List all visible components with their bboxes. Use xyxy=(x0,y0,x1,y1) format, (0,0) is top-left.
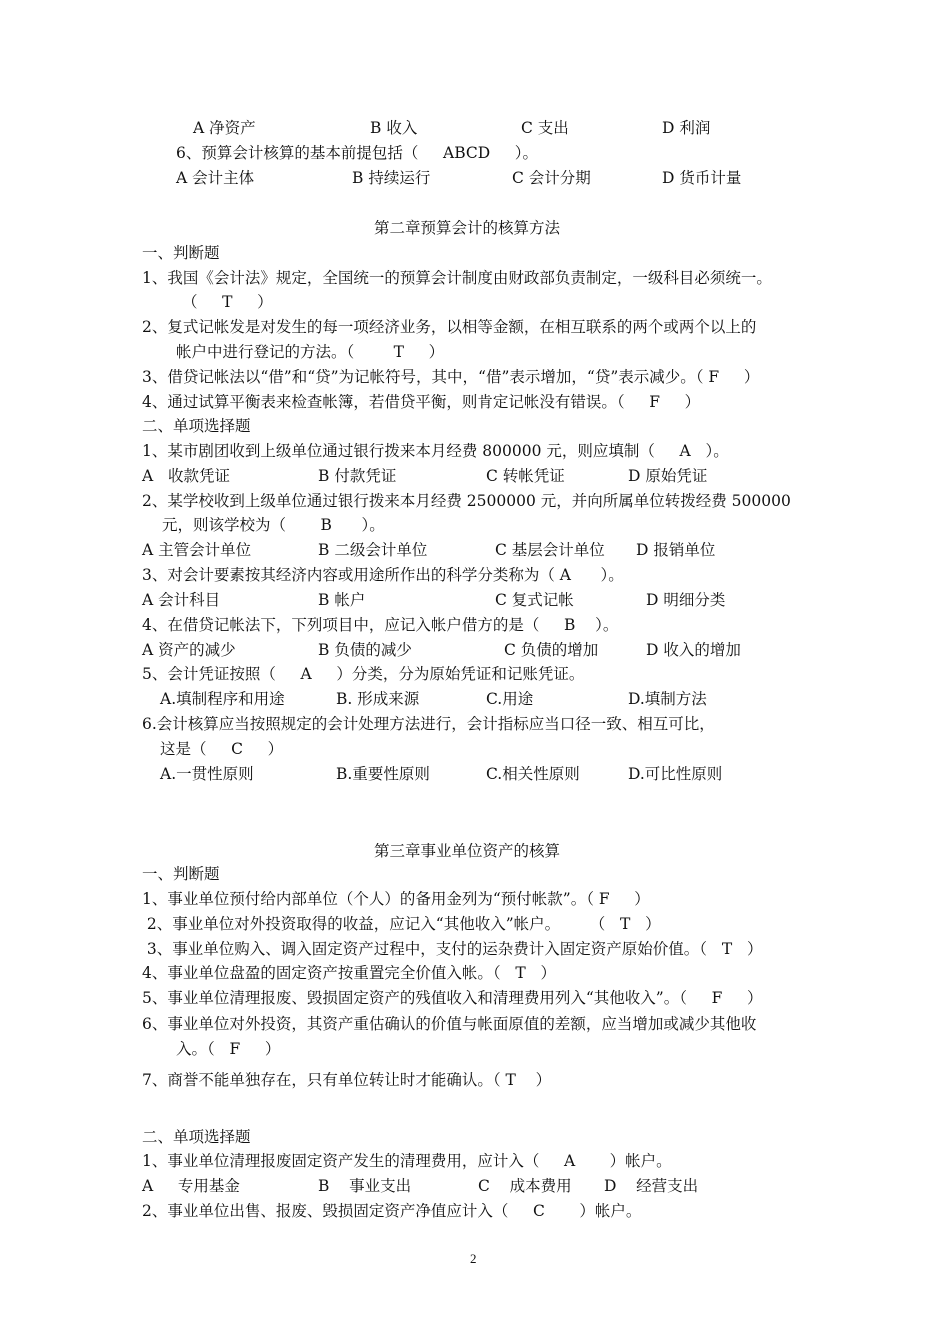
page-number: 2 xyxy=(470,1251,477,1266)
option-c: C 基层会计单位 xyxy=(495,541,605,559)
option-d: D 货币计量 xyxy=(662,169,742,187)
option-a: A.一贯性原则 xyxy=(160,765,254,783)
question-text: 这是（ C ） xyxy=(160,740,284,758)
question-text: 入。（ F ） xyxy=(176,1040,281,1058)
option-d: D 明细分类 xyxy=(646,591,726,609)
option-a: A 专用基金 xyxy=(142,1177,240,1195)
question-text: 3、事业单位购入、调入固定资产过程中，支付的运杂费计入固定资产原始价值。（ T ） xyxy=(142,940,763,958)
question-text: 1、事业单位清理报废固定资产发生的清理费用，应计入（ A ）帐户。 xyxy=(142,1152,672,1170)
option-c: C.用途 xyxy=(486,690,534,708)
option-b: B 收入 xyxy=(370,119,418,137)
option-a: A 主管会计单位 xyxy=(142,541,252,559)
option-a: A.填制程序和用途 xyxy=(160,690,285,708)
option-c: C 转帐凭证 xyxy=(486,467,565,485)
option-a: A 资产的减少 xyxy=(142,641,236,659)
option-a: A 收款凭证 xyxy=(142,467,230,485)
question-text: 6.会计核算应当按照规定的会计处理方法进行，会计指标应当口径一致、相互可比， xyxy=(142,715,715,733)
option-d: D.可比性原则 xyxy=(628,765,723,783)
option-b: B 二级会计单位 xyxy=(318,541,428,559)
question-text: 6、事业单位对外投资，其资产重估确认的价值与帐面原值的差额，应当增加或减少其他收 xyxy=(142,1015,757,1033)
section-heading: 二、单项选择题 xyxy=(142,1128,251,1146)
option-c: C 复式记帐 xyxy=(495,591,574,609)
question-text: 7、商誉不能单独存在，只有单位转让时才能确认。（ T ） xyxy=(142,1071,552,1089)
option-c: C.相关性原则 xyxy=(486,765,580,783)
option-b: B 负债的减少 xyxy=(318,641,412,659)
question-text: 3、对会计要素按其经济内容或用途所作出的科学分类称为（ A ）。 xyxy=(142,566,624,584)
option-a: A 净资产 xyxy=(193,119,256,137)
option-d: D 收入的增加 xyxy=(646,641,741,659)
option-a: A 会计科目 xyxy=(142,591,221,609)
option-d: D.填制方法 xyxy=(628,690,707,708)
question-text: 5、会计凭证按照（ A ）分类，分为原始凭证和记账凭证。 xyxy=(142,665,585,683)
option-d: D 利润 xyxy=(662,119,711,137)
chapter-title: 第三章事业单位资产的核算 xyxy=(374,842,561,860)
section-heading: 一、判断题 xyxy=(142,865,220,883)
question-text: 元，则该学校为（ B ）。 xyxy=(162,516,385,534)
option-b: B 持续运行 xyxy=(352,169,431,187)
option-c: C 负债的增加 xyxy=(504,641,599,659)
section-heading: 一、判断题 xyxy=(142,244,220,262)
question-text: 6、预算会计核算的基本前提包括（ ABCD ）。 xyxy=(176,144,539,162)
option-c: C 成本费用 xyxy=(478,1177,572,1195)
option-d: D 报销单位 xyxy=(636,541,716,559)
option-a: A 会计主体 xyxy=(176,169,255,187)
option-c: C 支出 xyxy=(521,119,569,137)
question-text: 4、通过试算平衡表来检查帐簿，若借贷平衡，则肯定记帐没有错误。（ F ） xyxy=(142,393,701,411)
question-text: 2、复式记帐发是对发生的每一项经济业务，以相等金额，在相互联系的两个或两个以上的 xyxy=(142,318,757,336)
question-text: 1、事业单位预付给内部单位（个人）的备用金列为“预付帐款”。（ F ） xyxy=(142,890,650,908)
section-heading: 二、单项选择题 xyxy=(142,417,251,435)
question-text: 1、我国《会计法》规定，全国统一的预算会计制度由财政部负责制定，一级科目必须统一。 xyxy=(142,269,772,287)
question-text: 4、事业单位盘盈的固定资产按重置完全价值入帐。（ T ） xyxy=(142,964,557,982)
question-text: 2、事业单位对外投资取得的收益，应记入“其他收入”帐户。 （ T ） xyxy=(142,915,661,933)
question-text: 3、借贷记帐法以“借”和“贷”为记帐符号，其中，“借”表示增加，“贷”表示减少。（ F ） xyxy=(142,368,760,386)
question-text: 5、事业单位清理报废、毁损固定资产的残值收入和清理费用列入“其他收入”。（ F ） xyxy=(142,989,763,1007)
option-b: B. 形成来源 xyxy=(336,690,420,708)
option-d: D 经营支出 xyxy=(604,1177,699,1195)
chapter-title: 第二章预算会计的核算方法 xyxy=(374,219,561,237)
option-b: B 付款凭证 xyxy=(318,467,397,485)
question-text: 1、某市剧团收到上级单位通过银行拨来本月经费 800000 元，则应填制（ A ）。 xyxy=(142,442,729,460)
option-b: B.重要性原则 xyxy=(336,765,430,783)
option-d: D 原始凭证 xyxy=(628,467,708,485)
question-text: 2、事业单位出售、报废、毁损固定资产净值应计入（ C ）帐户。 xyxy=(142,1202,642,1220)
answer-text: （ T ） xyxy=(182,293,273,311)
question-text: 4、在借贷记帐法下，下列项目中，应记入帐户借方的是（ B ）。 xyxy=(142,616,619,634)
option-b: B 帐户 xyxy=(318,591,366,609)
question-text: 帐户中进行登记的方法。（ T ） xyxy=(176,343,445,361)
option-b: B 事业支出 xyxy=(318,1177,412,1195)
option-c: C 会计分期 xyxy=(512,169,591,187)
question-text: 2、某学校收到上级单位通过银行拨来本月经费 2500000 元，并向所属单位转拨经费 500000 xyxy=(142,492,791,510)
